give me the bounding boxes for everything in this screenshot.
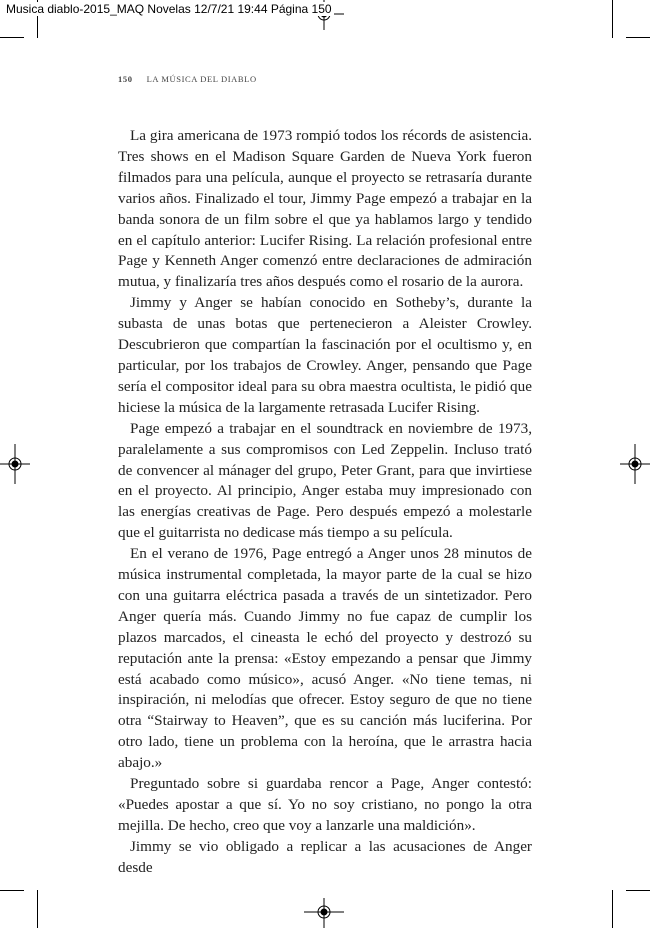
crop-mark-br-horizontal bbox=[626, 890, 650, 891]
paragraph: Jimmy se vio obligado a replicar a las acusaciones de Anger desde bbox=[118, 837, 532, 876]
body-text bbox=[118, 126, 532, 879]
paragraph: Jimmy y Anger se habían conocido en Sotheby’s, durante la subasta de unas botas que pertenecieron a Aleister Crowley. Descubrieron que compartían la fascinación por el ocultismo y, en particular, por los trabajos de Crowley. Anger, pensando que Page sería el compositor ideal para su obra maestra ocultista, le pidió que hiciese la música de la largamente retrasada Lucifer Rising. bbox=[118, 294, 532, 416]
page-number: 150 bbox=[118, 74, 133, 84]
crop-mark-tr-horizontal bbox=[626, 37, 650, 38]
registration-mark-bottom bbox=[304, 898, 344, 928]
crop-mark-tl-horizontal bbox=[0, 37, 24, 38]
paragraph: La gira americana de 1973 rompió todos los récords de asistencia. Tres shows en el Madison Square Garden de Nueva York fueron filmados para una película, aunque el proyecto se retrasaría durante varios años. Finalizado el tour, Jimmy Page empezó a trabajar en la banda sonora de un film sobre el que ya hablamos largo y tendido en el capítulo anterior: Lucifer Rising. La relación profesional entre Page y Kenneth Anger comenzó entre declaraciones de admiración mutua, y finalizaría tres años después como el rosario de la aurora. bbox=[118, 127, 532, 291]
registration-mark-left bbox=[0, 444, 30, 484]
crop-mark-tr-vertical bbox=[612, 0, 613, 38]
registration-mark-right bbox=[620, 444, 650, 484]
book-title: LA MÚSICA DEL DIABLO bbox=[146, 74, 257, 84]
running-head bbox=[118, 74, 257, 84]
paragraph: En el verano de 1976, Page entregó a Anger unos 28 minutos de música instrumental completada, la mayor parte de la cual se hizo con una guitarra eléctrica pasada a través de un sintetizador. Pero Anger quería más. Cuando Jimmy no fue capaz de cumplir los plazos marcados, el cineasta le echó del proyecto y destrozó su reputación ante la prensa: «Estoy empezando a pensar que Jimmy está acabado como músico», acusó Anger. «No tiene temas, ni inspiración, ni melodías que ofrecer. Estoy seguro de que no tiene otra “Stairway to Heaven”, que es su canción más luciferina. Por otro lado, tiene un problema con la heroína, que le arrastra hacia abajo.» bbox=[118, 545, 532, 772]
printer-slug: Musica diablo-2015_MAQ Novelas 12/7/21 19:44 Página 150 bbox=[6, 2, 332, 16]
crop-mark-bl-vertical bbox=[37, 890, 38, 928]
crop-mark-br-vertical bbox=[612, 890, 613, 928]
crop-mark-bl-horizontal bbox=[0, 890, 24, 891]
paragraph: Preguntado sobre si guardaba rencor a Page, Anger contestó: «Puedes apostar a que sí. Yo no soy cristiano, no pongo la otra mejilla. De hecho, creo que voy a lanzarle una maldición». bbox=[118, 775, 532, 834]
paragraph: Page empezó a trabajar en el soundtrack en noviembre de 1973, paralelamente a sus compromisos con Led Zeppelin. Incluso trató de convencer al mánager del grupo, Peter Grant, para que invirtiese en el proyecto. Al principio, Anger estaba muy impresionado con las energías creativas de Page. Pero después empezó a molestarle que el guitarrista no dedicase más tiempo a su película. bbox=[118, 419, 532, 542]
